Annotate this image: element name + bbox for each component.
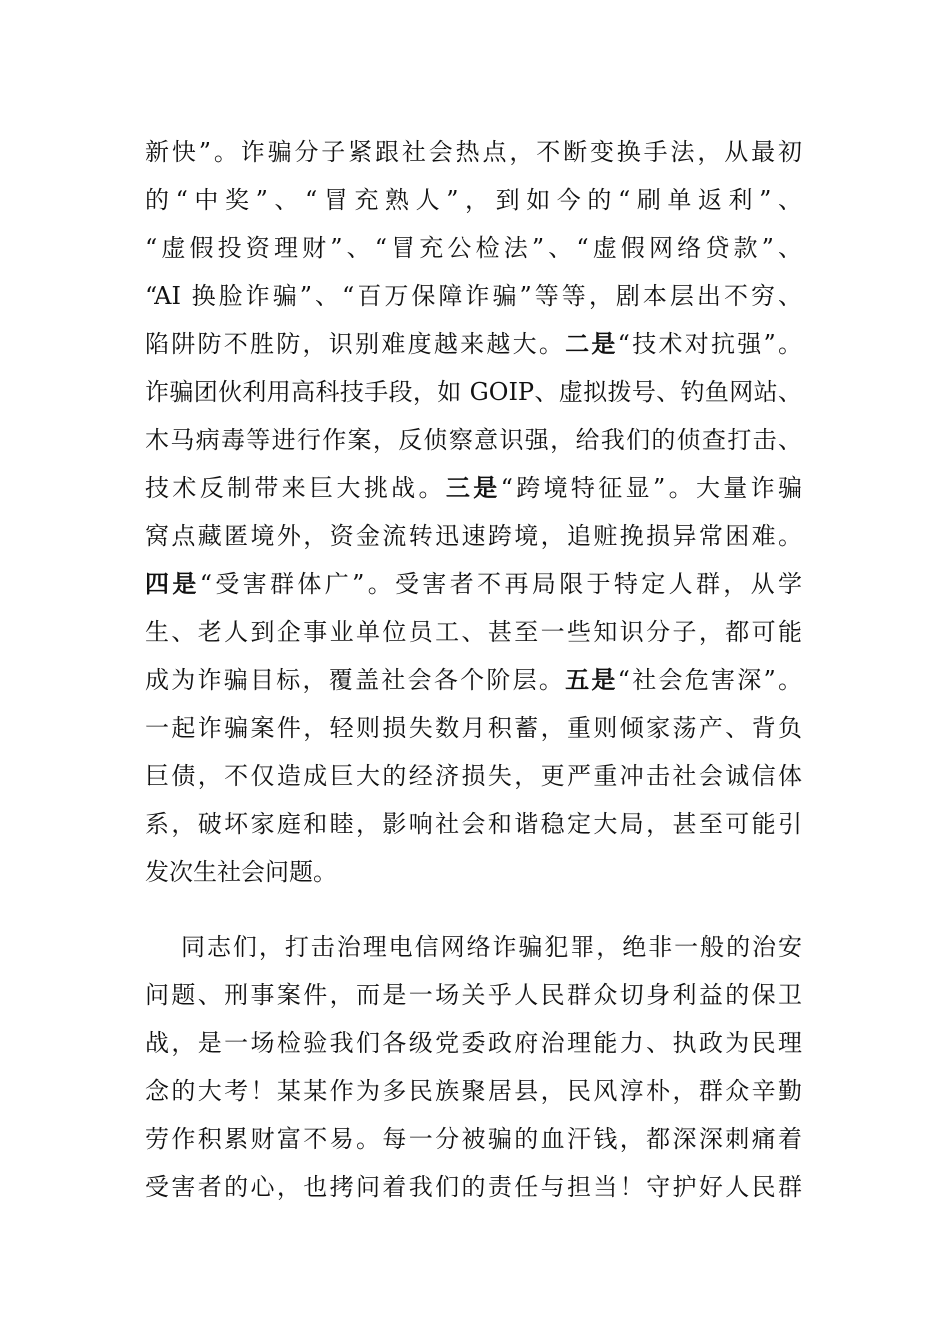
text-line <box>145 176 802 224</box>
bold-heading-text: 四是 <box>145 569 200 598</box>
body-text: 新快”。诈骗分子紧跟社会热点，不断变换手法，从最初 <box>145 138 802 166</box>
text-line <box>145 800 802 848</box>
text-line <box>145 1019 802 1067</box>
text-line <box>145 272 802 320</box>
text-line <box>145 608 802 656</box>
body-text: 受害者的心，也拷问着我们的责任与担当！守护好人民群 <box>145 1173 802 1201</box>
text-line <box>145 704 802 752</box>
body-text: 木马病毒等进行作案，反侦察意识强，给我们的侦查打击、 <box>145 426 802 454</box>
body-text: 念的大考！某某作为多民族聚居县，民风淳朴，群众辛勤 <box>145 1077 802 1105</box>
body-text: 发次生社会问题。 <box>145 858 337 886</box>
text-line <box>145 971 802 1019</box>
text-line <box>145 1067 802 1115</box>
body-text: 诈骗团伙利用高科技手段，如 GOIP、虚拟拨号、钓鱼网站、 <box>145 378 802 406</box>
text-line <box>145 923 802 971</box>
body-text: 战，是一场检验我们各级党委政府治理能力、执政为民理 <box>145 1029 802 1057</box>
text-line <box>145 464 802 512</box>
body-text: “社会危害深”。 <box>617 666 803 694</box>
text-line <box>145 752 802 800</box>
body-text: 技术反制带来巨大挑战。 <box>145 474 446 502</box>
text-line <box>145 512 802 560</box>
body-text: 一起诈骗案件，轻则损失数月积蓄，重则倾家荡产、背负 <box>145 714 802 742</box>
body-text: 的“中奖”、“冒充熟人”，到如今的“刷单返利”、 <box>145 186 802 214</box>
text-line <box>145 1163 802 1211</box>
bold-heading-text: 五是 <box>565 665 618 694</box>
text-line <box>145 416 802 464</box>
body-text: “技术对抗强”。 <box>617 330 803 358</box>
paragraph <box>145 128 802 896</box>
paragraph <box>145 923 802 1211</box>
text-line <box>145 656 802 704</box>
body-text: 劳作积累财富不易。每一分被骗的血汗钱，都深深刺痛着 <box>145 1125 802 1153</box>
body-text: “跨境特征显”。大量诈骗 <box>500 474 803 502</box>
body-text: 窝点藏匿境外，资金流转迅速跨境，追赃挽损异常困难。 <box>145 522 802 550</box>
body-text: 系，破坏家庭和睦，影响社会和谐稳定大局，甚至可能引 <box>145 810 802 838</box>
body-text: 巨债，不仅造成巨大的经济损失，更严重冲击社会诚信体 <box>145 762 802 790</box>
body-text: “AI 换脸诈骗”、“百万保障诈骗”等等，剧本层出不穷、 <box>145 282 802 310</box>
body-text: “虚假投资理财”、“冒充公检法”、“虚假网络贷款”、 <box>145 234 802 262</box>
body-text: 成为诈骗目标，覆盖社会各个阶层。 <box>145 666 566 694</box>
text-line <box>145 848 802 896</box>
text-line <box>145 560 802 608</box>
body-text: 同志们，打击治理电信网络诈骗犯罪，绝非一般的治安 <box>181 933 802 961</box>
text-line <box>145 224 802 272</box>
text-line <box>145 128 802 176</box>
body-text: 陷阱防不胜防，识别难度越来越大。 <box>145 330 566 358</box>
body-text: “受害群体广”。受害者不再局限于特定人群，从学 <box>199 570 803 598</box>
bold-heading-text: 三是 <box>445 473 501 502</box>
document-page <box>145 128 802 1211</box>
text-line <box>145 1115 802 1163</box>
bold-heading-text: 二是 <box>565 329 618 358</box>
body-text: 问题、刑事案件，而是一场关乎人民群众切身利益的保卫 <box>145 981 802 1009</box>
text-line <box>145 320 802 368</box>
text-line <box>145 368 802 416</box>
body-text: 生、老人到企事业单位员工、甚至一些知识分子，都可能 <box>145 618 802 646</box>
